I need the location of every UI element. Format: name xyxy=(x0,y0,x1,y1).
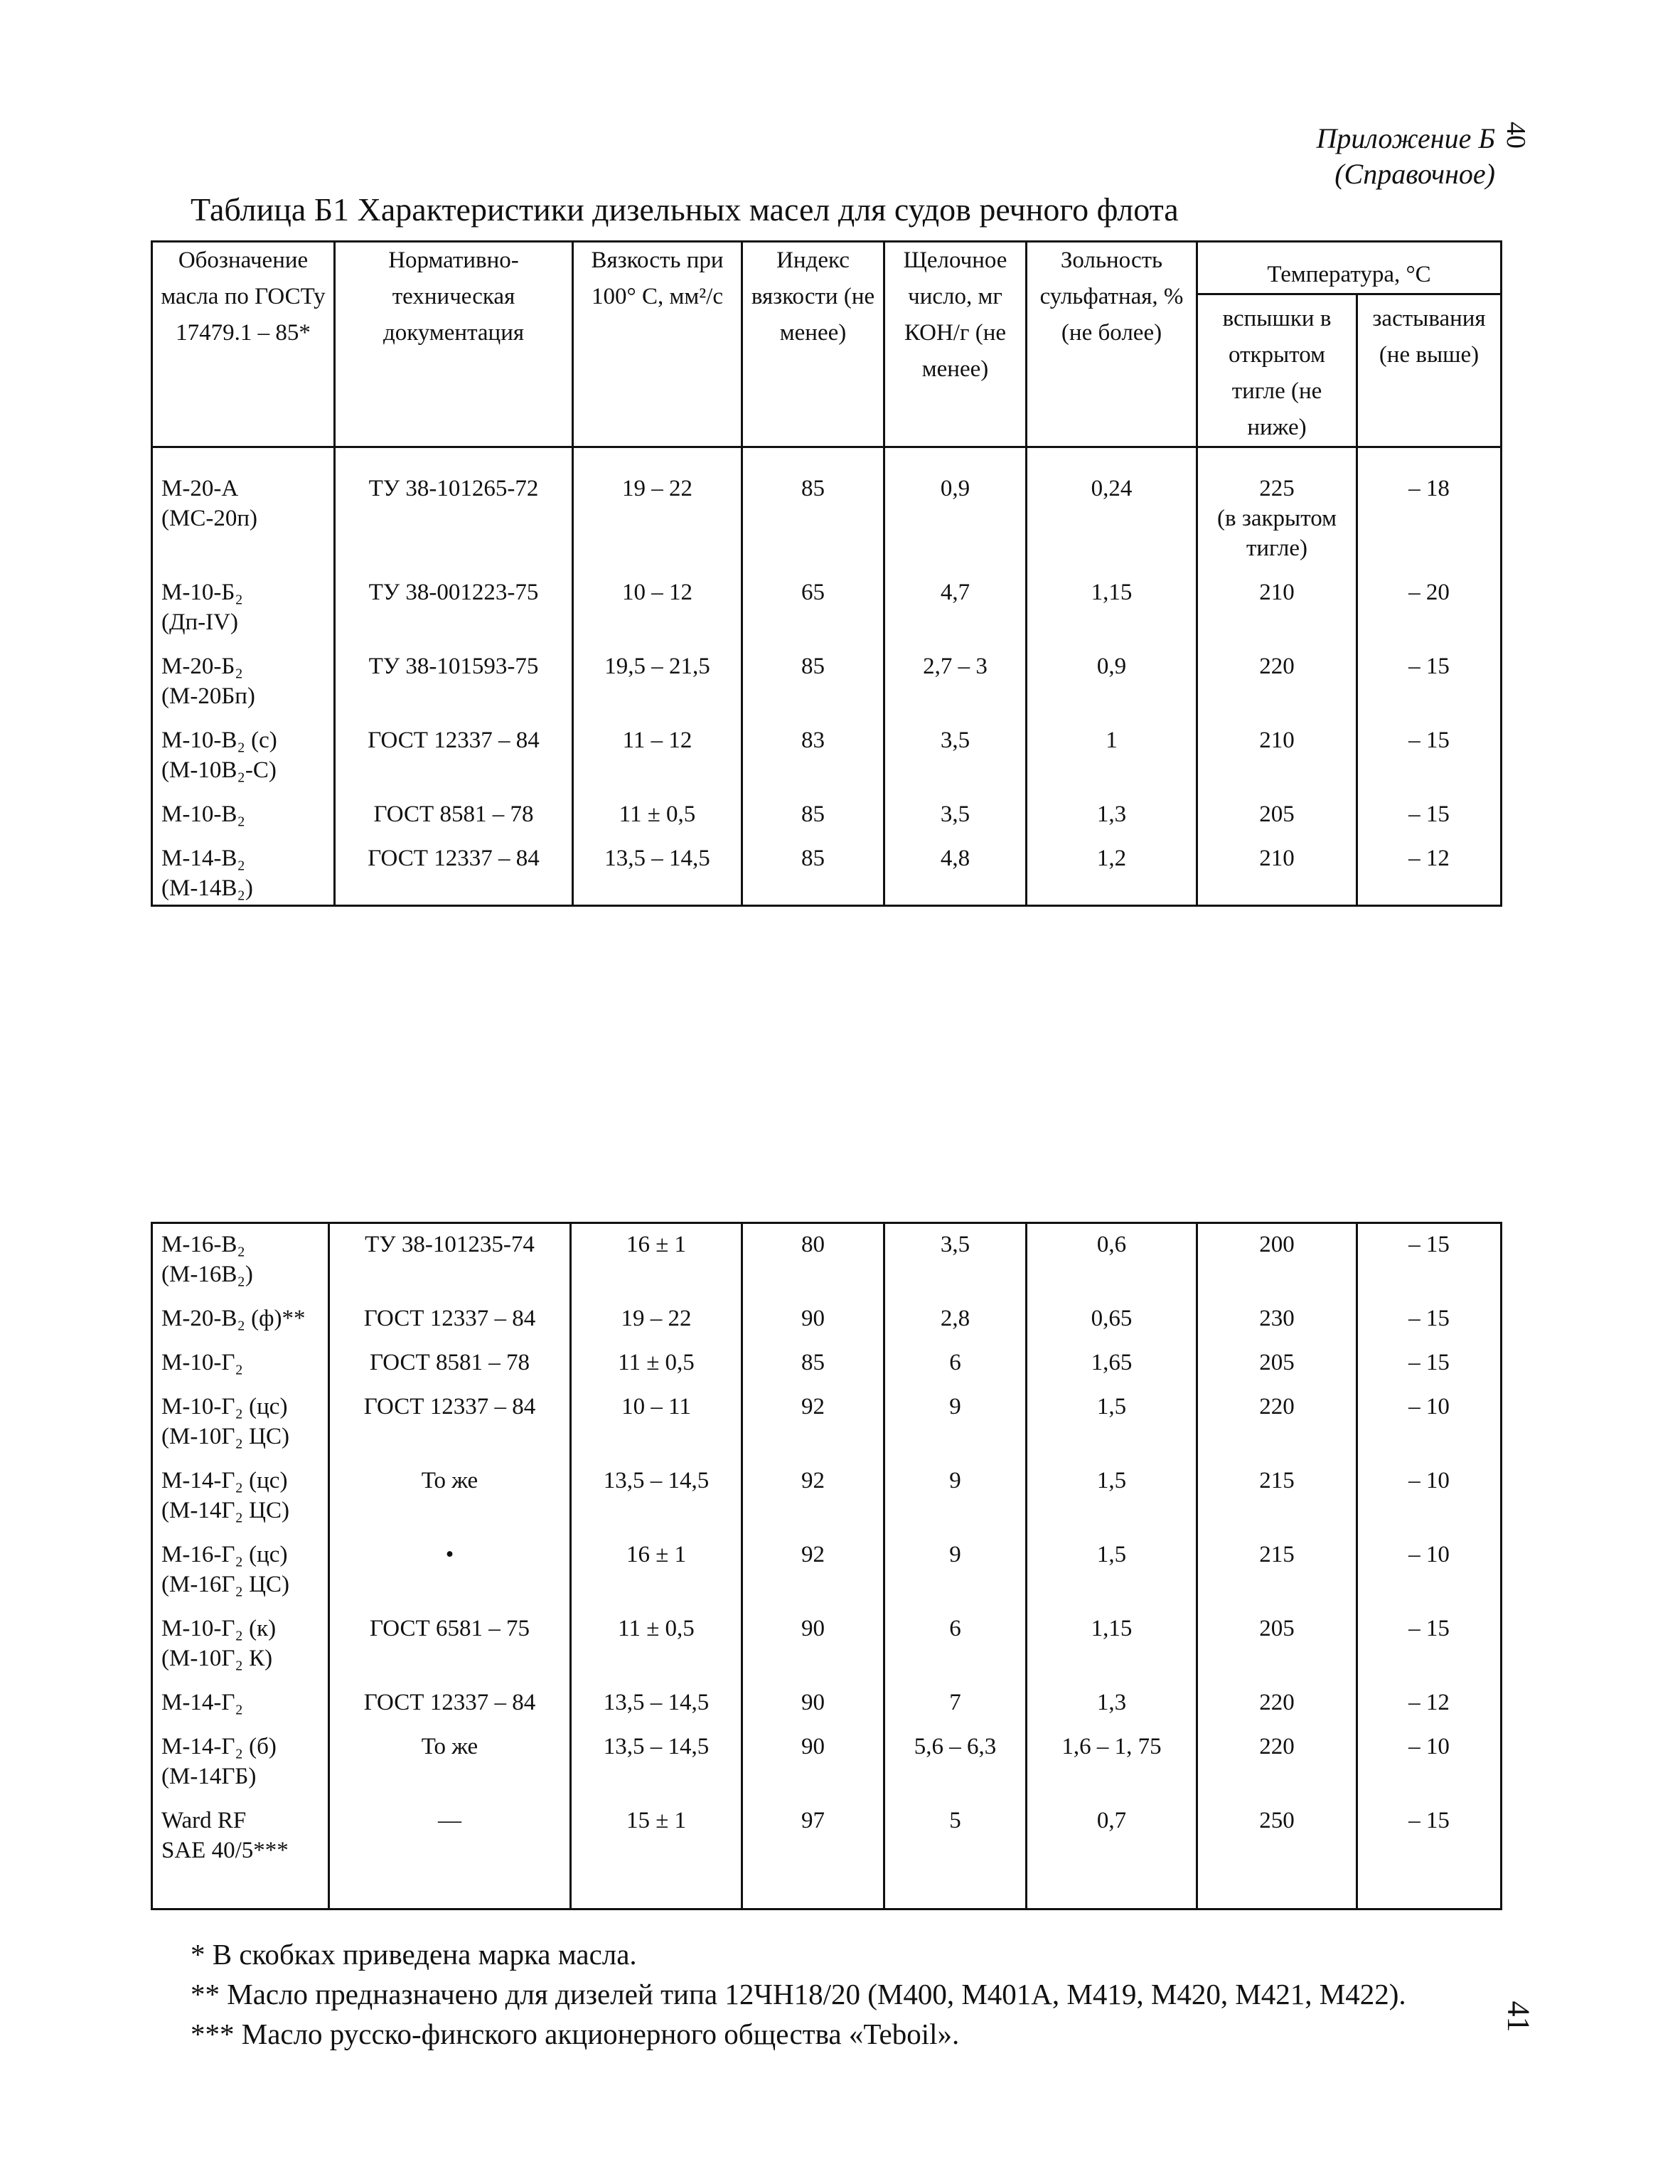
cell-viscosity: 19,5 – 21,5 xyxy=(573,644,742,718)
cell-sulfate-ash: 0,24 xyxy=(1027,447,1197,571)
cell-pour-point: – 10 xyxy=(1357,1533,1502,1607)
cell-flash-point: 230 xyxy=(1197,1296,1357,1341)
cell-designation: М-14-Г₂ xyxy=(152,1680,329,1725)
cell-designation: М-20-А (МС-20п) xyxy=(152,447,335,571)
cell-pour-point: – 15 xyxy=(1357,1296,1502,1341)
cell-pour-point: – 15 xyxy=(1357,1223,1502,1297)
cell-alkaline-number: 6 xyxy=(884,1341,1027,1385)
table-row xyxy=(152,1607,1502,1680)
footnote-1: * В скобках приведена марка масла. xyxy=(191,1938,637,1971)
cell-flash-point: 220 xyxy=(1197,1725,1357,1799)
cell-designation: М-10-Г₂ xyxy=(152,1341,329,1385)
cell-viscosity: 11 ± 0,5 xyxy=(571,1607,742,1680)
table-row xyxy=(152,718,1502,792)
cell-designation: М-20-В₂ (ф)** xyxy=(152,1296,329,1341)
col-viscosity: Вязкость при 100° С, мм²/с xyxy=(573,242,742,447)
cell-viscosity: 19 – 22 xyxy=(573,447,742,571)
cell-pour-point: – 12 xyxy=(1357,836,1502,906)
cell-flash-point: 210 xyxy=(1197,570,1357,644)
col-viscosity-index: Индекс вязкости (не менее) xyxy=(742,242,884,447)
cell-pour-point: – 10 xyxy=(1357,1385,1502,1459)
cell-pour-point: – 15 xyxy=(1357,792,1502,836)
cell-viscosity-index: 92 xyxy=(742,1459,884,1533)
cell-alkaline-number: 0,9 xyxy=(884,447,1027,571)
table-caption: Таблица Б1 Характеристики дизельных масел для судов речного флота xyxy=(191,191,1179,228)
table-row xyxy=(152,1680,1502,1725)
cell-normative: ТУ 38-101235-74 xyxy=(329,1223,571,1297)
cell-viscosity-index: 85 xyxy=(742,1341,884,1385)
footnote-2: ** Масло предназначено для дизелей типа 12ЧН18/20 (М400, М401А, М419, М420, М421, М422). xyxy=(191,1978,1406,2010)
cell-flash-point: 210 xyxy=(1197,836,1357,906)
cell-alkaline-number: 9 xyxy=(884,1459,1027,1533)
cell-sulfate-ash: 0,65 xyxy=(1027,1296,1197,1341)
cell-pour-point: – 10 xyxy=(1357,1459,1502,1533)
cell-viscosity: 16 ± 1 xyxy=(571,1533,742,1607)
col-pour-point: застывания (не выше) xyxy=(1357,294,1502,447)
cell-flash-point: 215 xyxy=(1197,1459,1357,1533)
cell-flash-point: 220 xyxy=(1197,1385,1357,1459)
col-temperature: Температура, °С xyxy=(1197,242,1502,294)
cell-pour-point: – 20 xyxy=(1357,570,1502,644)
table-row xyxy=(152,644,1502,718)
cell-viscosity: 11 – 12 xyxy=(573,718,742,792)
cell-designation: М-14-Г₂ (б) (М-14ГБ) xyxy=(152,1725,329,1799)
cell-pour-point: – 10 xyxy=(1357,1725,1502,1799)
oil-table-part-2 xyxy=(151,1222,1502,1910)
cell-viscosity-index: 92 xyxy=(742,1533,884,1607)
table-row xyxy=(152,1341,1502,1385)
cell-sulfate-ash: 0,7 xyxy=(1027,1799,1197,1909)
table-row xyxy=(152,1459,1502,1533)
cell-sulfate-ash: 1,5 xyxy=(1027,1459,1197,1533)
cell-alkaline-number: 5,6 – 6,3 xyxy=(884,1725,1027,1799)
page-number-top: 40 xyxy=(1501,122,1531,149)
table-row xyxy=(152,447,1502,571)
table-row xyxy=(152,836,1502,906)
cell-viscosity-index: 92 xyxy=(742,1385,884,1459)
cell-alkaline-number: 3,5 xyxy=(884,1223,1027,1297)
cell-pour-point: – 15 xyxy=(1357,1799,1502,1909)
cell-normative: ГОСТ 12337 – 84 xyxy=(335,836,573,906)
col-alkaline-number: Щелочное число, мг КОН/г (не менее) xyxy=(884,242,1027,447)
cell-normative: ГОСТ 8581 – 78 xyxy=(329,1341,571,1385)
appendix-title: Приложение Б xyxy=(1316,122,1495,154)
table-row xyxy=(152,1385,1502,1459)
cell-alkaline-number: 4,7 xyxy=(884,570,1027,644)
cell-designation: М-10-В₂ (с) (М-10В₂-С) xyxy=(152,718,335,792)
cell-viscosity-index: 90 xyxy=(742,1296,884,1341)
cell-viscosity-index: 90 xyxy=(742,1680,884,1725)
table-row xyxy=(152,792,1502,836)
cell-sulfate-ash: 1,6 – 1, 75 xyxy=(1027,1725,1197,1799)
col-sulfate-ash: Зольность сульфатная, % (не более) xyxy=(1027,242,1197,447)
cell-designation: М-10-Г₂ (цс) (М-10Г₂ ЦС) xyxy=(152,1385,329,1459)
cell-sulfate-ash: 1,2 xyxy=(1027,836,1197,906)
cell-viscosity-index: 85 xyxy=(742,836,884,906)
cell-pour-point: – 15 xyxy=(1357,718,1502,792)
cell-designation: М-14-В₂ (М-14В₂) xyxy=(152,836,335,906)
cell-designation: М-16-В₂ (М-16В₂) xyxy=(152,1223,329,1297)
cell-normative: То же xyxy=(329,1459,571,1533)
table-row xyxy=(152,1799,1502,1909)
cell-viscosity: 16 ± 1 xyxy=(571,1223,742,1297)
cell-viscosity: 11 ± 0,5 xyxy=(571,1341,742,1385)
cell-normative: ГОСТ 6581 – 75 xyxy=(329,1607,571,1680)
cell-flash-point: 250 xyxy=(1197,1799,1357,1909)
table-row xyxy=(152,1533,1502,1607)
table-row xyxy=(152,570,1502,644)
cell-alkaline-number: 7 xyxy=(884,1680,1027,1725)
cell-normative: ГОСТ 12337 – 84 xyxy=(329,1385,571,1459)
cell-flash-point: 210 xyxy=(1197,718,1357,792)
cell-viscosity: 13,5 – 14,5 xyxy=(571,1725,742,1799)
cell-sulfate-ash: 1,3 xyxy=(1027,792,1197,836)
oil-table-part-1 xyxy=(151,240,1502,907)
page-number-side: 41 xyxy=(1501,2001,1536,2033)
cell-flash-point: 220 xyxy=(1197,644,1357,718)
cell-viscosity: 15 ± 1 xyxy=(571,1799,742,1909)
cell-alkaline-number: 5 xyxy=(884,1799,1027,1909)
cell-alkaline-number: 3,5 xyxy=(884,792,1027,836)
cell-normative: • xyxy=(329,1533,571,1607)
cell-designation: М-10-Б₂ (Дп-IV) xyxy=(152,570,335,644)
cell-viscosity-index: 83 xyxy=(742,718,884,792)
cell-alkaline-number: 6 xyxy=(884,1607,1027,1680)
cell-flash-point: 225 (в закрытом тигле) xyxy=(1197,447,1357,571)
cell-viscosity-index: 85 xyxy=(742,644,884,718)
cell-designation: М-16-Г₂ (цс) (М-16Г₂ ЦС) xyxy=(152,1533,329,1607)
appendix-label xyxy=(1317,121,1495,192)
cell-normative: То же xyxy=(329,1725,571,1799)
cell-alkaline-number: 9 xyxy=(884,1385,1027,1459)
cell-viscosity: 10 – 11 xyxy=(571,1385,742,1459)
cell-designation: М-10-В₂ xyxy=(152,792,335,836)
cell-flash-point: 205 xyxy=(1197,1341,1357,1385)
col-normative: Нормативно-техническая документация xyxy=(335,242,573,447)
cell-pour-point: – 18 xyxy=(1357,447,1502,571)
cell-viscosity-index: 90 xyxy=(742,1607,884,1680)
footnote-3: *** Масло русско-финского акционерного общества «Teboil». xyxy=(191,2018,960,2050)
cell-designation: М-10-Г₂ (к) (М-10Г₂ К) xyxy=(152,1607,329,1680)
col-flash-point: вспышки в открытом тигле (не ниже) xyxy=(1197,294,1357,447)
cell-normative: ТУ 38-101593-75 xyxy=(335,644,573,718)
cell-viscosity-index: 85 xyxy=(742,792,884,836)
cell-designation: М-14-Г₂ (цс) (М-14Г₂ ЦС) xyxy=(152,1459,329,1533)
cell-flash-point: 215 xyxy=(1197,1533,1357,1607)
cell-viscosity-index: 90 xyxy=(742,1725,884,1799)
footnotes xyxy=(191,1934,1406,2054)
cell-normative: ГОСТ 8581 – 78 xyxy=(335,792,573,836)
cell-sulfate-ash: 1,5 xyxy=(1027,1533,1197,1607)
cell-flash-point: 205 xyxy=(1197,792,1357,836)
cell-sulfate-ash: 0,9 xyxy=(1027,644,1197,718)
cell-alkaline-number: 2,7 – 3 xyxy=(884,644,1027,718)
cell-flash-point: 205 xyxy=(1197,1607,1357,1680)
cell-pour-point: – 15 xyxy=(1357,644,1502,718)
cell-viscosity: 10 – 12 xyxy=(573,570,742,644)
cell-sulfate-ash: 1 xyxy=(1027,718,1197,792)
appendix-subtitle: (Справочное) xyxy=(1334,158,1495,190)
cell-designation: М-20-Б₂ (М-20Бп) xyxy=(152,644,335,718)
cell-designation: Ward RF SAE 40/5*** xyxy=(152,1799,329,1909)
cell-viscosity-index: 97 xyxy=(742,1799,884,1909)
cell-sulfate-ash: 1,5 xyxy=(1027,1385,1197,1459)
cell-pour-point: – 15 xyxy=(1357,1341,1502,1385)
cell-normative: ГОСТ 12337 – 84 xyxy=(329,1680,571,1725)
cell-viscosity: 13,5 – 14,5 xyxy=(573,836,742,906)
cell-sulfate-ash: 0,6 xyxy=(1027,1223,1197,1297)
cell-sulfate-ash: 1,3 xyxy=(1027,1680,1197,1725)
cell-viscosity-index: 80 xyxy=(742,1223,884,1297)
cell-viscosity: 19 – 22 xyxy=(571,1296,742,1341)
cell-alkaline-number: 2,8 xyxy=(884,1296,1027,1341)
col-designation: Обозначение масла по ГОСТу 17479.1 – 85* xyxy=(152,242,335,447)
cell-viscosity: 11 ± 0,5 xyxy=(573,792,742,836)
cell-sulfate-ash: 1,15 xyxy=(1027,570,1197,644)
cell-sulfate-ash: 1,15 xyxy=(1027,1607,1197,1680)
cell-pour-point: – 12 xyxy=(1357,1680,1502,1725)
cell-normative: ГОСТ 12337 – 84 xyxy=(329,1296,571,1341)
cell-normative: ТУ 38-001223-75 xyxy=(335,570,573,644)
cell-flash-point: 200 xyxy=(1197,1223,1357,1297)
cell-alkaline-number: 9 xyxy=(884,1533,1027,1607)
cell-normative: ГОСТ 12337 – 84 xyxy=(335,718,573,792)
table-row xyxy=(152,1223,1502,1297)
table-row xyxy=(152,1725,1502,1799)
cell-sulfate-ash: 1,65 xyxy=(1027,1341,1197,1385)
cell-alkaline-number: 3,5 xyxy=(884,718,1027,792)
cell-viscosity: 13,5 – 14,5 xyxy=(571,1680,742,1725)
cell-pour-point: – 15 xyxy=(1357,1607,1502,1680)
cell-normative: — xyxy=(329,1799,571,1909)
cell-viscosity-index: 65 xyxy=(742,570,884,644)
cell-alkaline-number: 4,8 xyxy=(884,836,1027,906)
table-row xyxy=(152,1296,1502,1341)
cell-normative: ТУ 38-101265-72 xyxy=(335,447,573,571)
cell-viscosity: 13,5 – 14,5 xyxy=(571,1459,742,1533)
cell-viscosity-index: 85 xyxy=(742,447,884,571)
cell-flash-point: 220 xyxy=(1197,1680,1357,1725)
